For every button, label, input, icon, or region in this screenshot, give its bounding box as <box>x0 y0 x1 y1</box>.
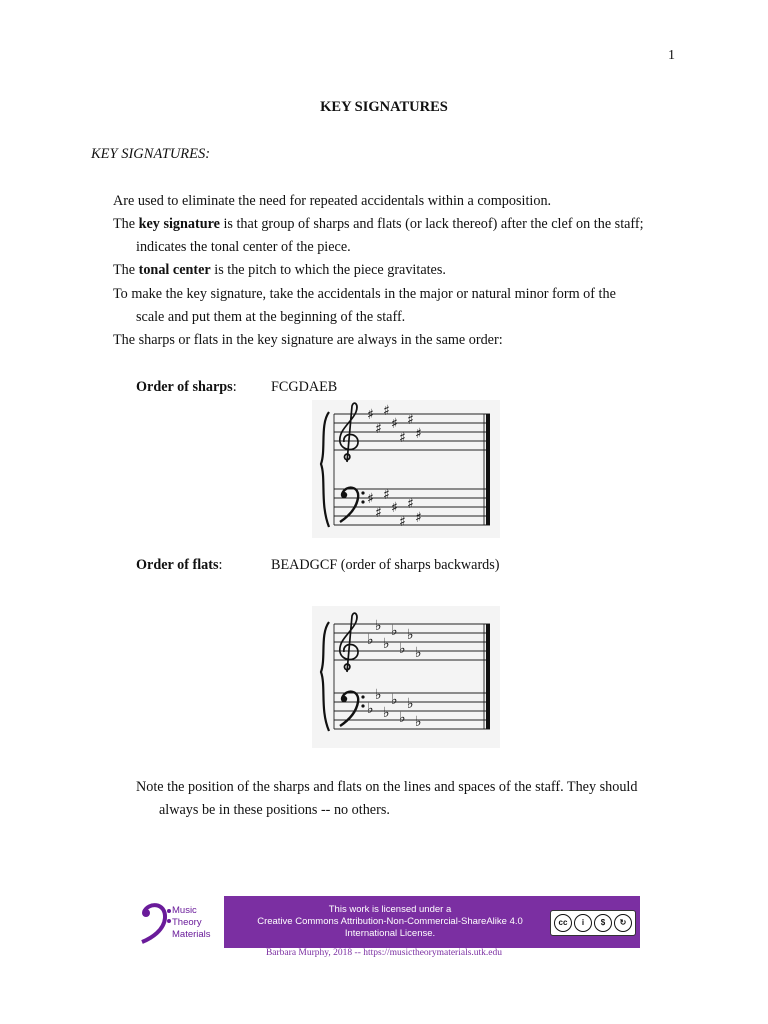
sharp-g-bass: ♯ <box>383 487 390 503</box>
paragraph-key-signature: The key signature is that group of sharps and flats (or lack thereof) after the clef on the staff; <box>113 216 644 232</box>
order-of-sharps-label: Order of sharps: <box>136 379 237 395</box>
section-subheading: KEY SIGNATURES: <box>91 146 211 162</box>
sharp-c-bass: ♯ <box>375 505 382 521</box>
flat-d-treble: ♭ <box>391 623 398 639</box>
term-key-signature: key signature <box>138 216 220 232</box>
paragraph-make-key-signature-cont: scale and put them at the beginning of the staff. <box>136 309 406 325</box>
paragraph-tonal-center: The tonal center is the pitch to which the piece gravitates. <box>113 262 446 278</box>
cc-license-badge[interactable] <box>550 910 636 936</box>
sharp-f-bass: ♯ <box>367 491 374 507</box>
flat-a-treble: ♭ <box>383 636 390 652</box>
flat-f-bass: ♭ <box>415 714 422 730</box>
term-tonal-center: tonal center <box>138 262 211 278</box>
sharp-g-treble: ♯ <box>383 403 390 419</box>
logo-word-music: Music <box>172 905 197 916</box>
paragraph-make-key-signature: To make the key signature, take the accidentals in the major or natural minor form of the <box>113 286 616 302</box>
flats-grand-staff <box>312 606 500 748</box>
logo-word-theory: Theory <box>172 917 202 928</box>
note-line-1: Note the position of the sharps and flats on the lines and spaces of the staff. They should <box>136 779 638 795</box>
order-of-flats-label: Order of flats: <box>136 557 223 573</box>
paragraph-same-order: The sharps or flats in the key signature are always in the same order: <box>113 332 503 348</box>
sharp-a-treble: ♯ <box>399 430 406 446</box>
paragraph-key-signature-cont: indicates the tonal center of the piece. <box>136 239 351 255</box>
license-text: This work is licensed under a Creative Commons Attribution-Non-Commercial-ShareAlike 4.0 International License. <box>232 904 548 940</box>
flat-b-bass: ♭ <box>367 701 374 717</box>
sharp-c-treble: ♯ <box>375 421 382 437</box>
flat-g-bass: ♭ <box>399 710 406 726</box>
cc-icon: cc <box>554 914 572 932</box>
flat-d-bass: ♭ <box>391 692 398 708</box>
share-alike-icon: ↻ <box>614 914 632 932</box>
license-link[interactable]: Creative Commons Attribution-Non-Commercial-ShareAlike 4.0 <box>257 916 523 927</box>
sharp-b-bass: ♯ <box>415 510 422 526</box>
sharp-e-treble: ♯ <box>407 412 414 428</box>
sharps-grand-staff <box>312 400 500 538</box>
note-line-2: always be in these positions -- no others. <box>159 802 390 818</box>
sharp-f-treble: ♯ <box>367 407 374 423</box>
flat-f-treble: ♭ <box>415 645 422 661</box>
sharp-d-treble: ♯ <box>391 416 398 432</box>
page-title: KEY SIGNATURES <box>320 99 448 115</box>
flat-a-bass: ♭ <box>383 705 390 721</box>
flat-b-treble: ♭ <box>367 632 374 648</box>
flat-g-treble: ♭ <box>399 641 406 657</box>
page-number: 1 <box>668 48 675 63</box>
sharp-b-treble: ♯ <box>415 426 422 442</box>
flat-c-treble: ♭ <box>407 627 414 643</box>
order-of-flats-value: BEADGCF (order of sharps backwards) <box>271 557 500 573</box>
logo-word-materials: Materials <box>172 929 211 940</box>
sharp-d-bass: ♯ <box>391 500 398 516</box>
sharp-a-bass: ♯ <box>399 514 406 530</box>
license-banner <box>224 896 640 948</box>
sharp-e-bass: ♯ <box>407 496 414 512</box>
author-credit[interactable]: Barbara Murphy, 2018 -- https://musictheorymaterials.utk.edu <box>265 948 503 958</box>
non-commercial-icon: $ <box>594 914 612 932</box>
paragraph-purpose: Are used to eliminate the need for repeated accidentals within a composition. <box>113 193 552 209</box>
flat-e-bass: ♭ <box>375 687 382 703</box>
flat-c-bass: ♭ <box>407 696 414 712</box>
order-of-sharps-value: FCGDAEB <box>271 379 338 395</box>
flat-e-treble: ♭ <box>375 618 382 634</box>
logo-wordmark <box>172 905 211 941</box>
attribution-icon: i <box>574 914 592 932</box>
